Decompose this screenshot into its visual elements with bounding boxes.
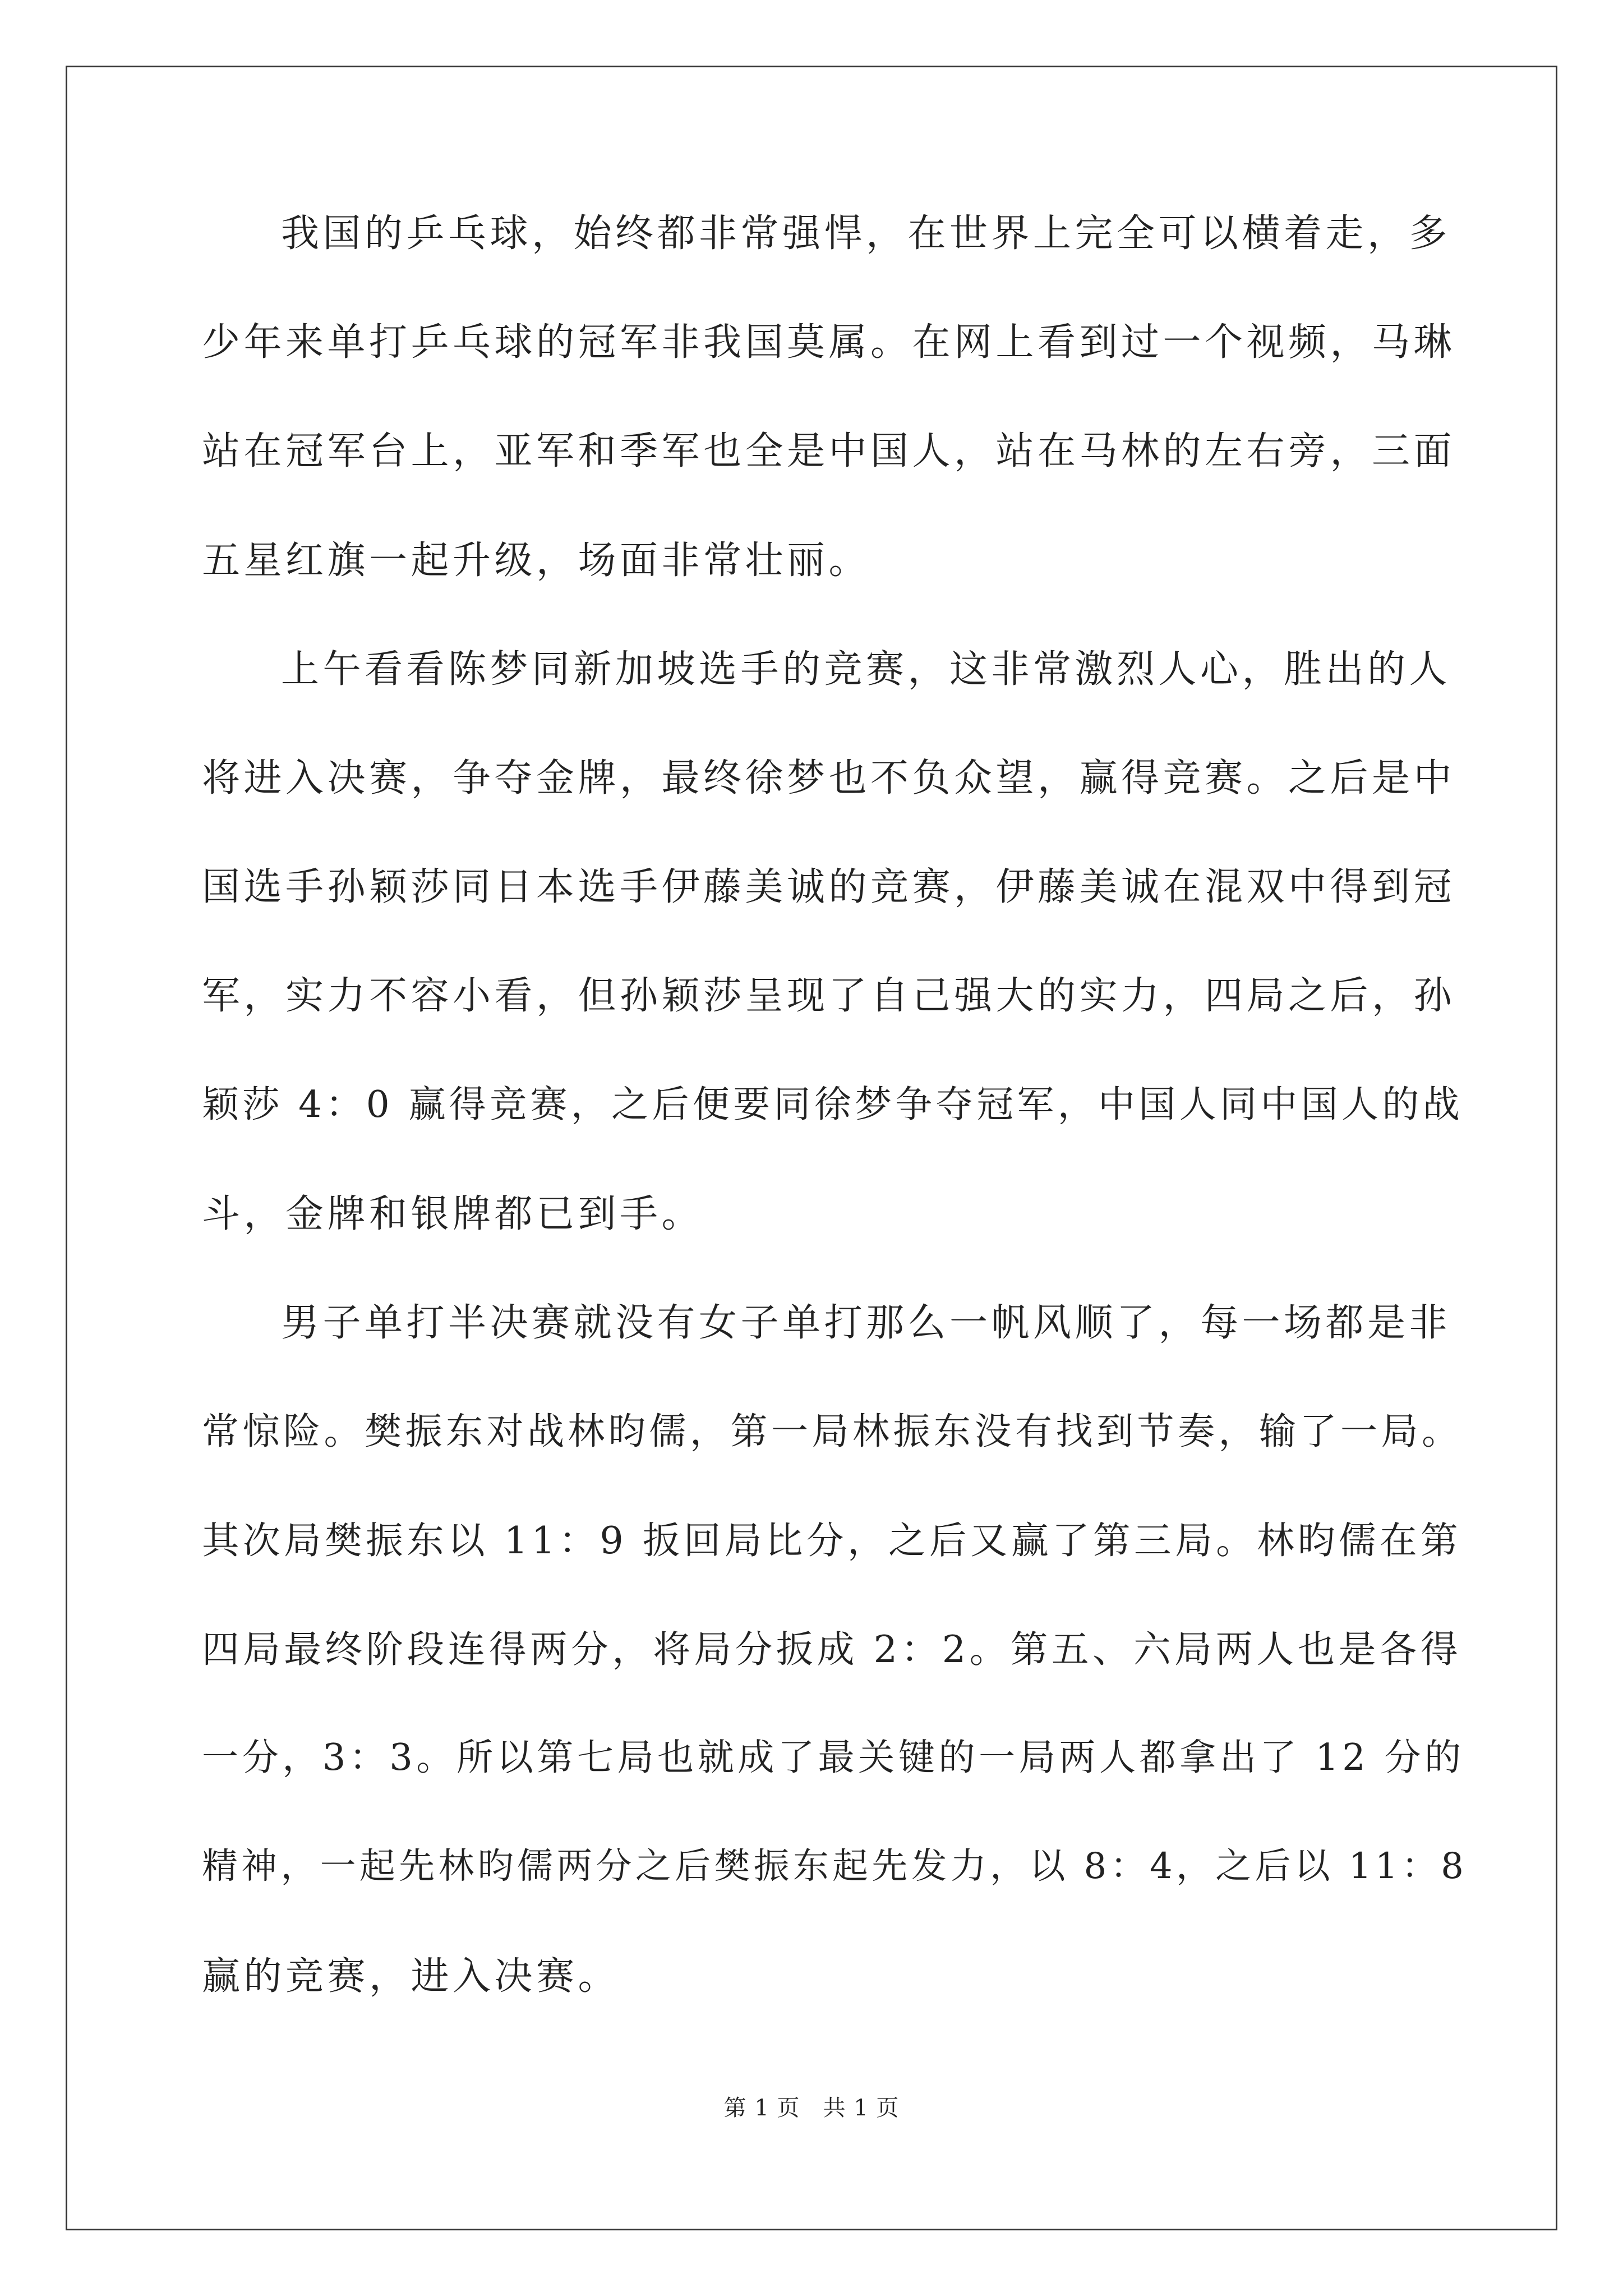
paragraph-1-line-1: 我国的乒乓球，始终都非常强悍，在世界上完全可以横着走，多	[281, 211, 1451, 256]
paragraph-3-line-2: 常惊险。樊振东对战林昀儒，第一局林振东没有找到节奏，输了一局。	[202, 1410, 1463, 1453]
paragraph-3-line-7: 赢的竞赛，进入决赛。	[202, 1954, 620, 1999]
page-border	[66, 66, 1557, 2230]
paragraph-2-line-4: 军，实力不容小看，但孙颖莎呈现了自己强大的实力，四局之后，孙	[202, 974, 1456, 1018]
paragraph-1-line-4: 五星红旗一起升级，场面非常壮丽。	[202, 539, 871, 583]
paragraph-1-line-3: 站在冠军台上，亚军和季军也全是中国人，站在马林的左右旁，三面	[202, 429, 1456, 473]
paragraph-2-line-5: 颖莎 4：0 赢得竞赛，之后便要同徐梦争夺冠军，中国人同中国人的战	[202, 1083, 1464, 1126]
paragraph-3-line-1: 男子单打半决赛就没有女子单打那么一帆风顺了，每一场都是非	[281, 1301, 1451, 1345]
paragraph-2-line-1: 上午看看陈梦同新加坡选手的竞赛，这非常激烈人心，胜出的人	[281, 647, 1451, 692]
paragraph-3-line-6: 精神，一起先林昀儒两分之后樊振东起先发力，以 8：4，之后以 11：8	[202, 1846, 1468, 1887]
paragraph-1-line-2: 少年来单打乒乓球的冠军非我国莫属。在网上看到过一个视频，马琳	[202, 320, 1456, 365]
paragraph-3-line-4: 四局最终阶段连得两分，将局分扳成 2：2。第五、六局两人也是各得	[202, 1627, 1462, 1671]
paragraph-3-line-5: 一分，3：3。所以第七局也就成了最关键的一局两人都拿出了 12 分的	[202, 1737, 1465, 1779]
paragraph-2-line-6: 斗，金牌和银牌都已到手。	[202, 1192, 704, 1236]
paragraph-2-line-2: 将进入决赛，争夺金牌，最终徐梦也不负众望，赢得竞赛。之后是中	[202, 756, 1456, 800]
paragraph-2-line-3: 国选手孙颖莎同日本选手伊藤美诚的竞赛，伊藤美诚在混双中得到冠	[202, 865, 1456, 909]
page-number-footer: 第 1 页 共 1 页	[723, 2095, 900, 2121]
paragraph-3-line-3: 其次局樊振东以 11：9 扳回局比分，之后又赢了第三局。林昀儒在第	[202, 1519, 1462, 1562]
